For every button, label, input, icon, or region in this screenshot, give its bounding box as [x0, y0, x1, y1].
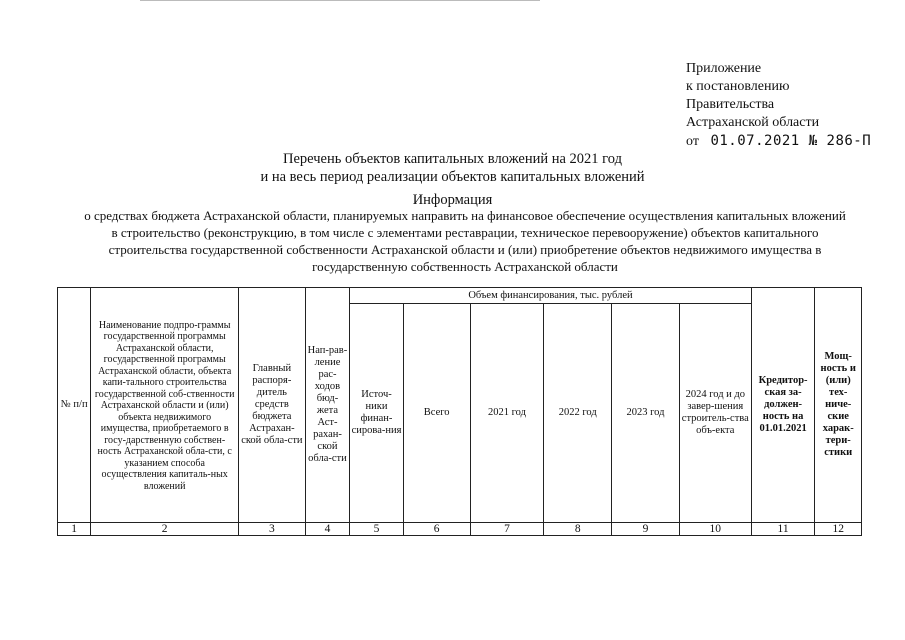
- header-creditor-debt: Кредитор-ская за-должен-ность на 01.01.2021: [751, 288, 815, 523]
- header-year-2022: 2022 год: [544, 304, 612, 523]
- column-number: 12: [815, 523, 862, 536]
- header-year-2023: 2023 год: [612, 304, 680, 523]
- column-number: 5: [350, 523, 404, 536]
- column-number: 11: [751, 523, 815, 536]
- appendix-line-2: к постановлению: [686, 79, 790, 94]
- appendix-date-prefix: от: [686, 134, 699, 149]
- column-number: 10: [679, 523, 751, 536]
- column-number: 9: [612, 523, 680, 536]
- column-number: 8: [544, 523, 612, 536]
- header-year-2021: 2021 год: [470, 304, 544, 523]
- header-year-2024-plus: 2024 год и до завер-шения строитель-ства объ-екта: [679, 304, 751, 523]
- column-number: 4: [305, 523, 349, 536]
- header-number: № п/п: [58, 288, 91, 523]
- header-chief-manager: Главный распоря-дитель средств бюджета Астрахан-ской обла-сти: [239, 288, 306, 523]
- header-financing-volume: Объем финансирования, тыс. рублей: [350, 288, 752, 304]
- scan-top-edge-line: [140, 0, 540, 1]
- info-heading: Информация: [412, 192, 493, 208]
- column-number: 1: [58, 523, 91, 536]
- column-number: 6: [403, 523, 470, 536]
- appendix-line-3: Правительства: [686, 97, 775, 112]
- document-title-line-1: Перечень объектов капитальных вложений на 2021 год: [283, 151, 622, 167]
- document-title-line-2: и на весь период реализации объектов капитальных вложений: [260, 169, 645, 185]
- header-capacity: Мощ-ность и (или) тех-ниче-ские харак-тери-стики: [815, 288, 862, 523]
- header-name: Наименование подпро-граммы государственной программы Астраханской области, государственной программы Астраханской области, объекта капи-тального строительства государственной соб-ственности Астраханской области и (или) объекта недвижимого имущества, приобретаемого в госу-дарственную собствен-ность Астраханской обла-сти, с указанием способа осуществления капиталь-ных вложений: [91, 288, 239, 523]
- appendix-line-1: Приложение: [686, 61, 762, 76]
- column-number-row: [58, 523, 862, 536]
- info-description: о средствах бюджета Астраханской области, планируемых направить на финансовое обеспечение осуществления капитальных вложений в строительство (реконструкцию, в том числе с элементами реставрации, техническое перевооружение) объектов капитального строительства государственной собственности Астраханской области и (или) приобретение объектов недвижимого имущества в государственную собственность Астраханской области: [84, 208, 846, 274]
- header-expense-direction: Нап-рав-ление рас-ходов бюд-жета Аст-рахан-ской обла-сти: [305, 288, 349, 523]
- appendix-date-number: 01.07.2021 № 286-П: [710, 133, 872, 149]
- appendix-line-4: Астраханской области: [686, 115, 820, 130]
- column-number: 2: [91, 523, 239, 536]
- appendix-date-row: [686, 132, 871, 151]
- header-funding-sources: Источ-ники финан-сирова-ния: [350, 304, 404, 523]
- column-number: 3: [239, 523, 306, 536]
- column-number: 7: [470, 523, 544, 536]
- appendix-block: [686, 60, 871, 151]
- header-total: Всего: [403, 304, 470, 523]
- capital-investment-table: [57, 287, 862, 536]
